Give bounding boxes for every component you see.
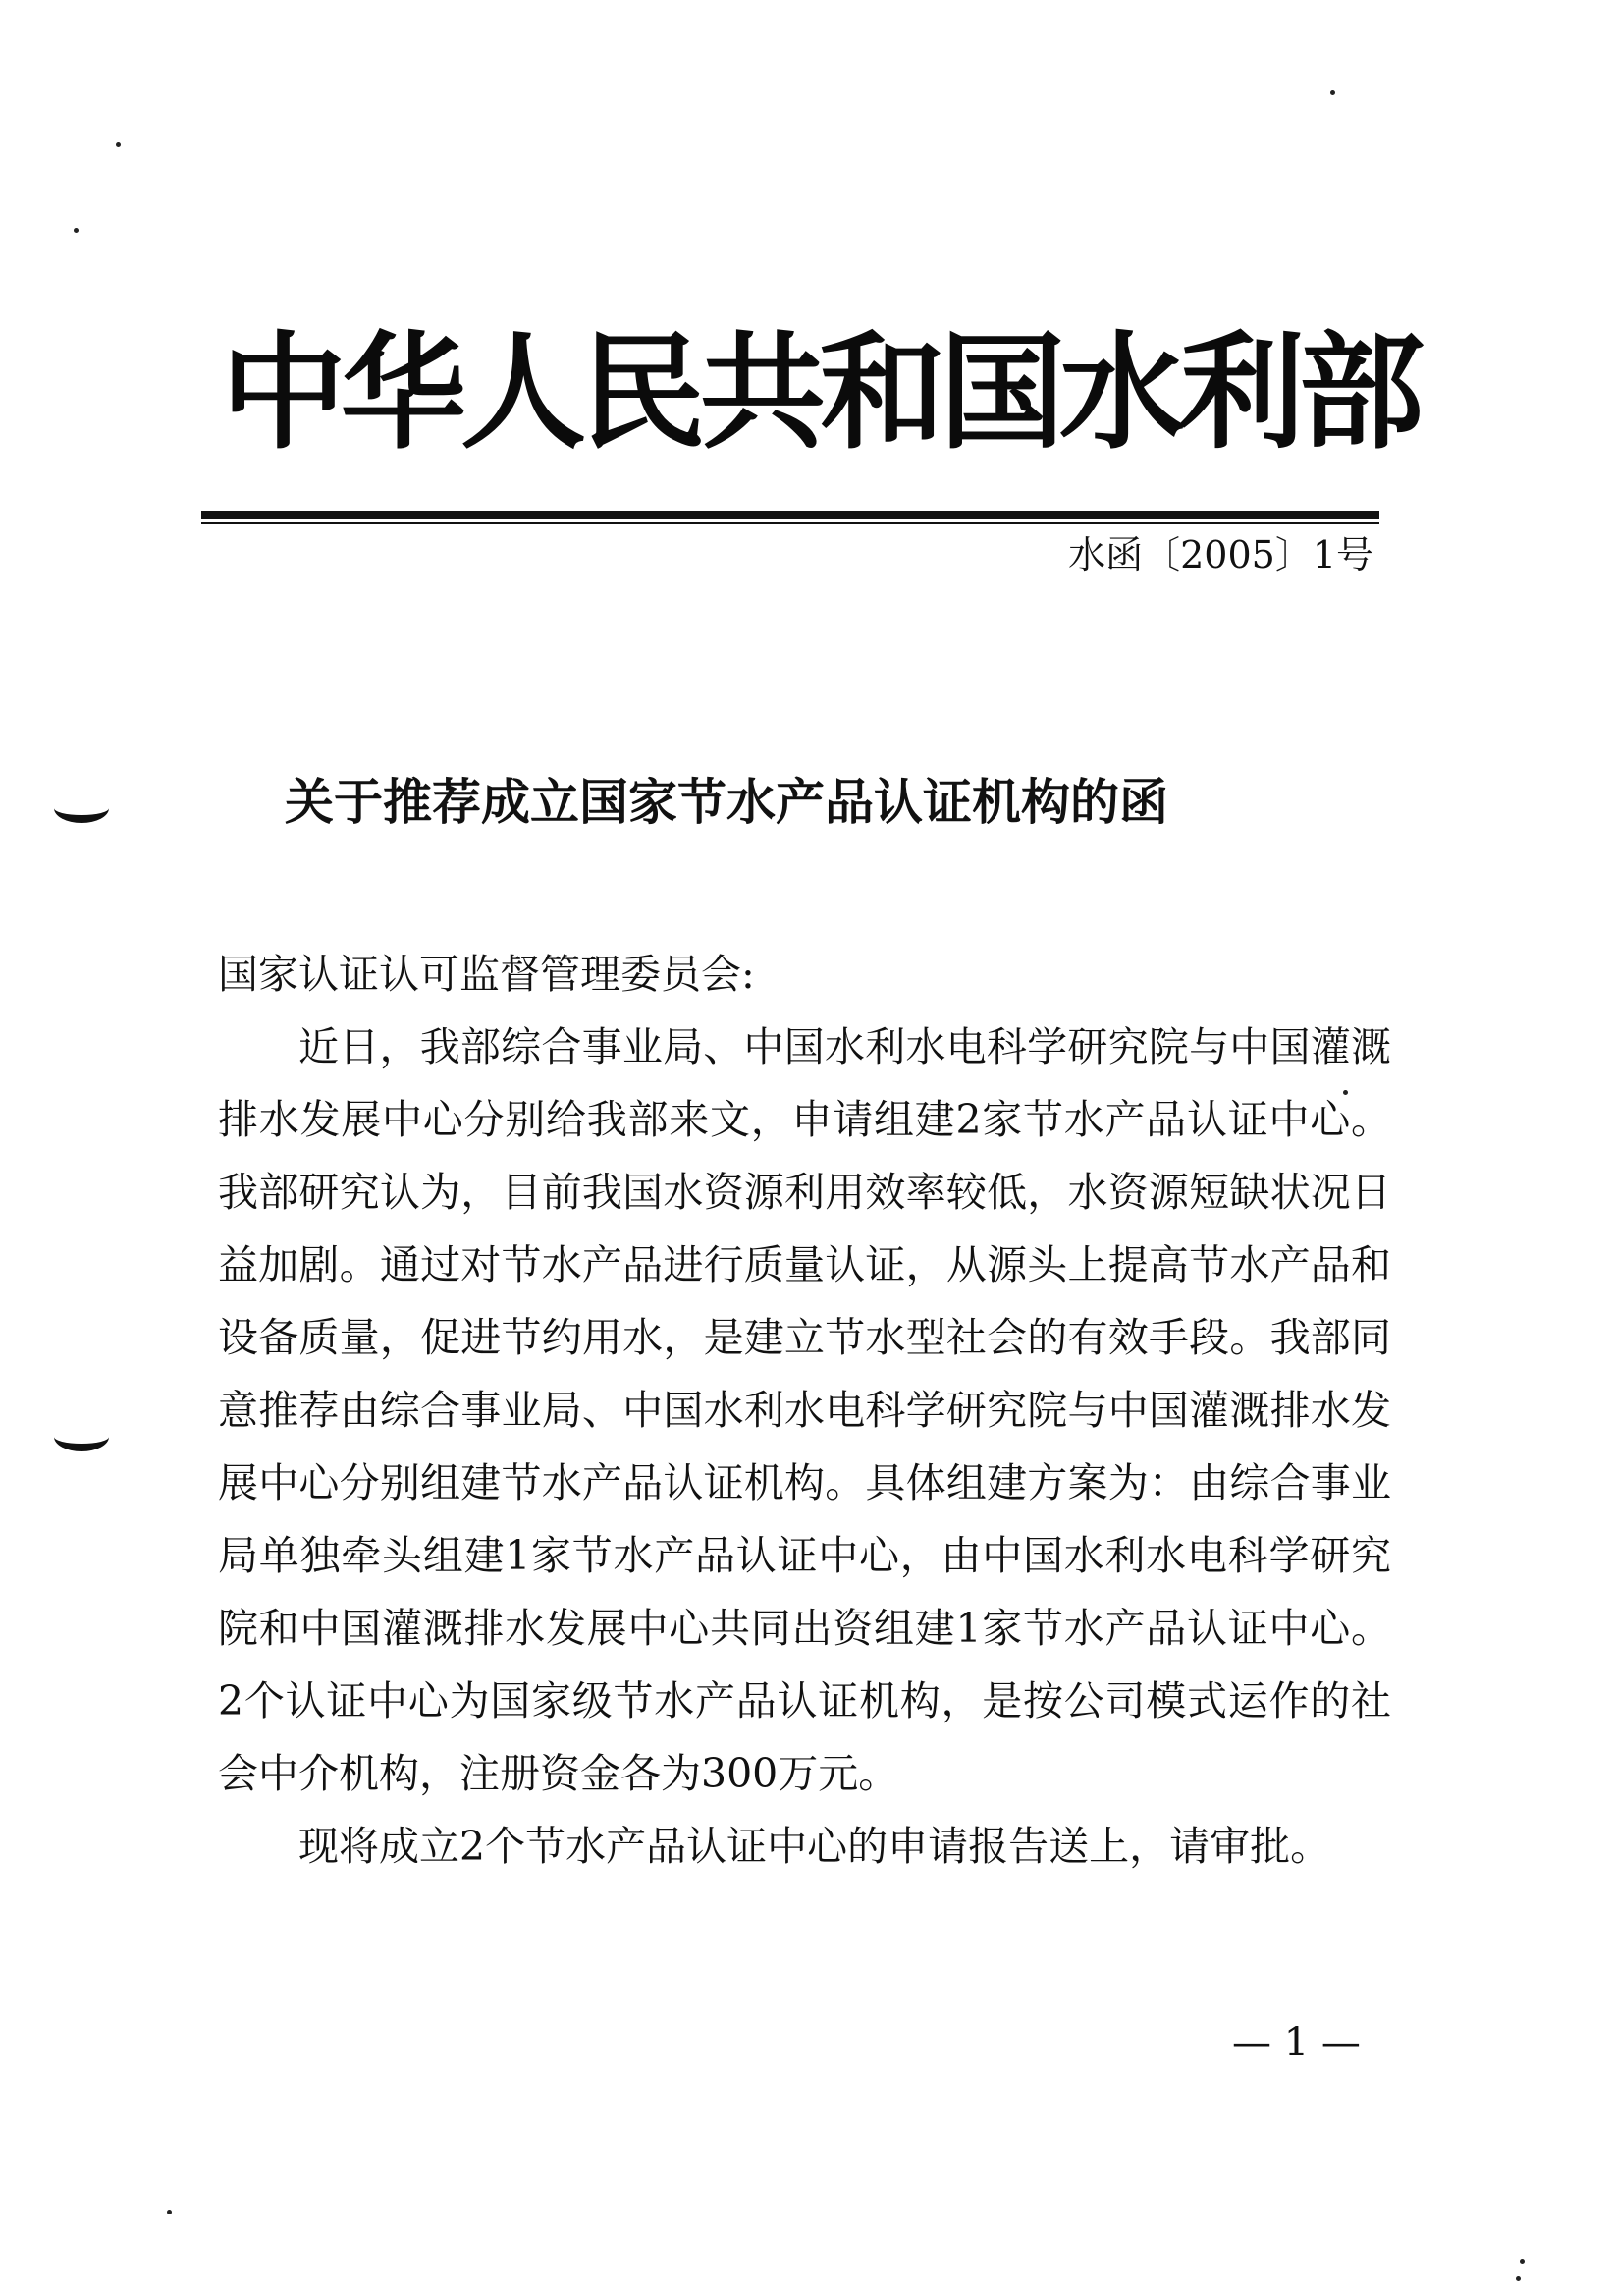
- page-number: — 1 —: [1232, 2020, 1361, 2065]
- scan-speck: [167, 2210, 172, 2214]
- binding-hole-mark: [54, 793, 109, 823]
- closing-paragraph: 现将成立2个节水产品认证中心的申请报告送上，请审批。: [298, 1823, 1331, 1870]
- header-rule-thick: [201, 511, 1379, 519]
- scan-speck: [116, 142, 121, 147]
- scan-speck: [1516, 2276, 1521, 2281]
- letter-body: [218, 938, 1391, 1883]
- scan-speck: [74, 228, 79, 233]
- header-rule-thin: [201, 522, 1379, 524]
- salutation: 国家认证认可监督管理委员会:: [218, 951, 755, 998]
- document-title: 关于推荐成立国家节水产品认证机构的函: [285, 773, 1168, 831]
- document-number: 水函〔2005〕1号: [1068, 533, 1373, 576]
- body-paragraph: 近日，我部综合事业局、中国水利水电科学研究院与中国灌溉排水发展中心分别给我部来文，申请组建2家节水产品认证中心。我部研究认为，目前我国水资源利用效率较低，水资源短缺状况日益加剧。通过对节水产品进行质量认证，从源头上提高节水产品和设备质量，促进节约用水，是建立节水型社会的有效手段。我部同意推荐由综合事业局、中国水利水电科学研究院与中国灌溉排水发展中心分别组建节水产品认证机构。具体组建方案为：由综合事业局单独牵头组建1家节水产品认证中心，由中国水利水电科学研究院和中国灌溉排水发展中心共同出资组建1家节水产品认证中心。2个认证中心为国家级节水产品认证机构，是按公司模式运作的社会中介机构，注册资金各为300万元。: [218, 1023, 1391, 1797]
- scan-speck: [1520, 2259, 1525, 2264]
- binding-hole-mark: [54, 1422, 109, 1451]
- issuer-heading: 中华人民共和国水利部: [221, 319, 1420, 466]
- scan-speck: [1343, 1090, 1348, 1095]
- scan-speck: [1330, 90, 1335, 95]
